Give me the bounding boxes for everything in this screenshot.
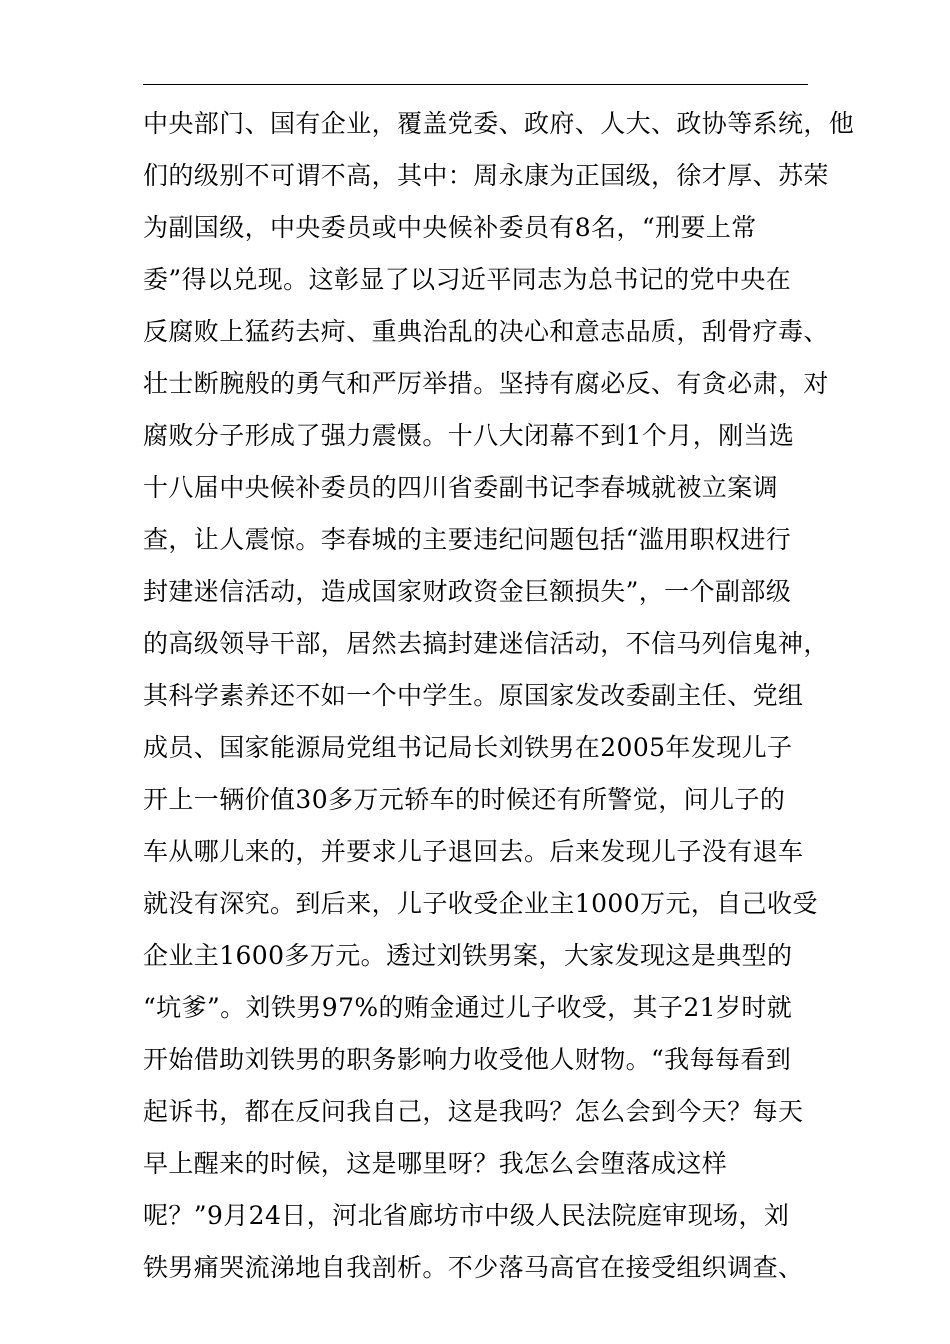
text-line: 中央部门、国有企业，覆盖党委、政府、人大、政协等系统，他 [143, 109, 855, 138]
text-line: 封建迷信活动，造成国家财政资金巨额损失”，一个副部级 [143, 577, 792, 606]
header-rule [143, 84, 808, 85]
text-line: 壮士断腕般的勇气和严厉举措。坚持有腐必反、有贪必肃，对 [143, 369, 829, 398]
text-line: 其科学素养还不如一个中学生。原国家发改委副主任、党组 [143, 681, 804, 710]
text-line: 就没有深究。到后来，儿子收受企业主1000万元，自己收受 [143, 889, 818, 918]
text-line: 查，让人震惊。李春城的主要违纪问题包括“滥用职权进行 [143, 525, 792, 554]
text-line: 成员、国家能源局党组书记局长刘铁男在2005年发现儿子 [143, 733, 793, 762]
text-line: 早上醒来的时候，这是哪里呀？我怎么会堕落成这样 [143, 1149, 728, 1178]
text-line: 反腐败上猛药去疴、重典治乱的决心和意志品质，刮骨疗毒、 [143, 317, 829, 346]
text-line: 铁男痛哭流涕地自我剖析。不少落马高官在接受组织调查、 [143, 1253, 804, 1282]
text-line: 为副国级，中央委员或中央候补委员有8名，“刑要上常 [143, 213, 757, 242]
text-line: 们的级别不可谓不高，其中：周永康为正国级，徐才厚、苏荣 [143, 161, 829, 190]
text-line: “坑爹”。刘铁男97%的贿金通过儿子收受，其子21岁时就 [143, 993, 793, 1022]
body-text [143, 98, 855, 1294]
text-line: 委”得以兑现。这彰显了以习近平同志为总书记的党中央在 [143, 265, 792, 294]
text-line: 腐败分子形成了强力震慑。十八大闭幕不到1个月，刚当选 [143, 421, 795, 450]
text-line: 起诉书，都在反问我自己，这是我吗？怎么会到今天？每天 [143, 1097, 804, 1126]
text-line: 车从哪儿来的，并要求儿子退回去。后来发现儿子没有退车 [143, 837, 804, 866]
text-line: 的高级领导干部，居然去搞封建迷信活动，不信马列信鬼神， [143, 629, 829, 658]
text-line: 呢？”9月24日，河北省廊坊市中级人民法院庭审现场，刘 [143, 1201, 790, 1230]
text-line: 企业主1600多万元。透过刘铁男案，大家发现这是典型的 [143, 941, 793, 970]
text-line: 开上一辆价值30多万元轿车的时候还有所警觉，问儿子的 [143, 785, 786, 814]
text-line: 十八届中央候补委员的四川省委副书记李春城就被立案调 [143, 473, 779, 502]
text-line: 开始借助刘铁男的职务影响力收受他人财物。“我每每看到 [143, 1045, 792, 1074]
